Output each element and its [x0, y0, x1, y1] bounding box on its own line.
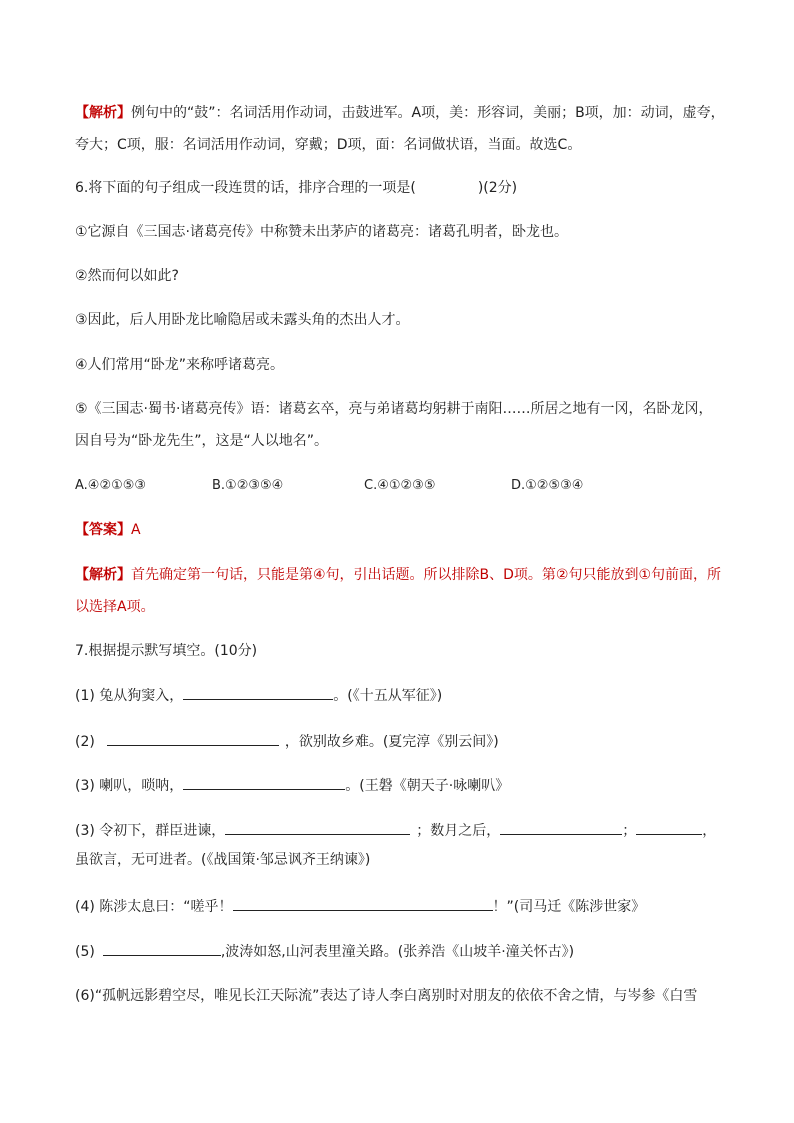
question-stem: 7.根据提示默写填空。(10分)	[75, 643, 258, 659]
option-b: B.①②③⑤④	[212, 478, 284, 493]
fill-item-4-cont: 虽欲言，无可进者。(《战国策·邹忌讽齐王纳谏》)	[75, 852, 371, 868]
answer-blank[interactable]	[225, 820, 410, 835]
analysis-text-cont: 夸大；C项，服：名词活用作动词，穿戴；D项，面：名词做状语，当面。故选C。	[75, 137, 582, 153]
analysis-tag: 【解析】	[75, 567, 131, 583]
fill-item-6: (5) ,波涛如怒,山河表里潼关路。(张养浩《山坡羊·潼关怀古》)	[75, 941, 725, 962]
option-c: C.④①②③⑤	[364, 478, 436, 493]
option-a: A.④②①⑤③	[75, 478, 147, 493]
sentence-4: ④人们常用“卧龙”来称呼诸葛亮。	[75, 357, 285, 373]
answer-blank[interactable]	[500, 820, 622, 835]
answer-blank[interactable]	[183, 775, 345, 790]
fill-item-3: (3) 喇叭，唢呐， 。(王磐《朝天子·咏喇叭》	[75, 775, 725, 796]
answer-blank[interactable]	[103, 941, 221, 956]
sentence-1: ①它源自《三国志·诸葛亮传》中称赞未出茅庐的诸葛亮：诸葛孔明者，卧龙也。	[75, 224, 568, 240]
answer-tag: 【答案】	[75, 522, 131, 538]
answer-blank[interactable]	[233, 896, 493, 911]
sentence-5-cont: 因自号为“卧龙先生”，这是“人以地名”。	[75, 433, 329, 449]
option-d: D.①②⑤③④	[511, 478, 584, 493]
fill-item-7: (6)“孤帆远影碧空尽，唯见长江天际流”表达了诗人李白离别时对朋友的依依不舍之情，与岑参《白雪	[75, 988, 698, 1004]
answer-line	[75, 520, 725, 540]
question-stem: 6.将下面的句子组成一段连贯的话，排序合理的一项是(	[75, 180, 416, 196]
analysis-text-cont: 以选择A项。	[75, 599, 155, 615]
analysis-text: 首先确定第一句话，只能是第④句，引出话题。所以排除B、D项。第②句只能放到①句前面，所	[131, 567, 722, 583]
question-score: )(2分)	[477, 180, 518, 196]
analysis-tag: 【解析】	[75, 105, 131, 121]
fill-item-5: (4) 陈涉太息曰：“嗟乎！ ！”(司马迁《陈涉世家》	[75, 896, 725, 917]
sentence-3: ③因此，后人用卧龙比喻隐居或未露头角的杰出人才。	[75, 312, 410, 328]
sentence-2: ②然而何以如此?	[75, 268, 179, 284]
fill-item-4: (3) 令初下，群臣进谏， ；数月之后， ； ，	[75, 820, 725, 841]
answer-blank[interactable]	[636, 820, 702, 835]
fill-item-2: (2) ，欲别故乡难。(夏完淳《别云间》)	[75, 731, 725, 752]
analysis-text: 例句中的“鼓”：名词活用作动词，击鼓进军。A项，美：形容词，美丽；B项，加：动词，虚夸，	[131, 105, 725, 121]
answer-blank[interactable]	[107, 731, 279, 746]
fill-item-1: (1) 兔从狗窦入， 。(《十五从军征》)	[75, 685, 725, 706]
answer-value: A	[131, 522, 141, 538]
sentence-5: ⑤《三国志·蜀书·诸葛亮传》语：诸葛玄卒，亮与弟诸葛均躬耕于南阳……所居之地有一冈，名卧龙冈，	[75, 401, 713, 417]
answer-blank[interactable]	[183, 685, 333, 700]
